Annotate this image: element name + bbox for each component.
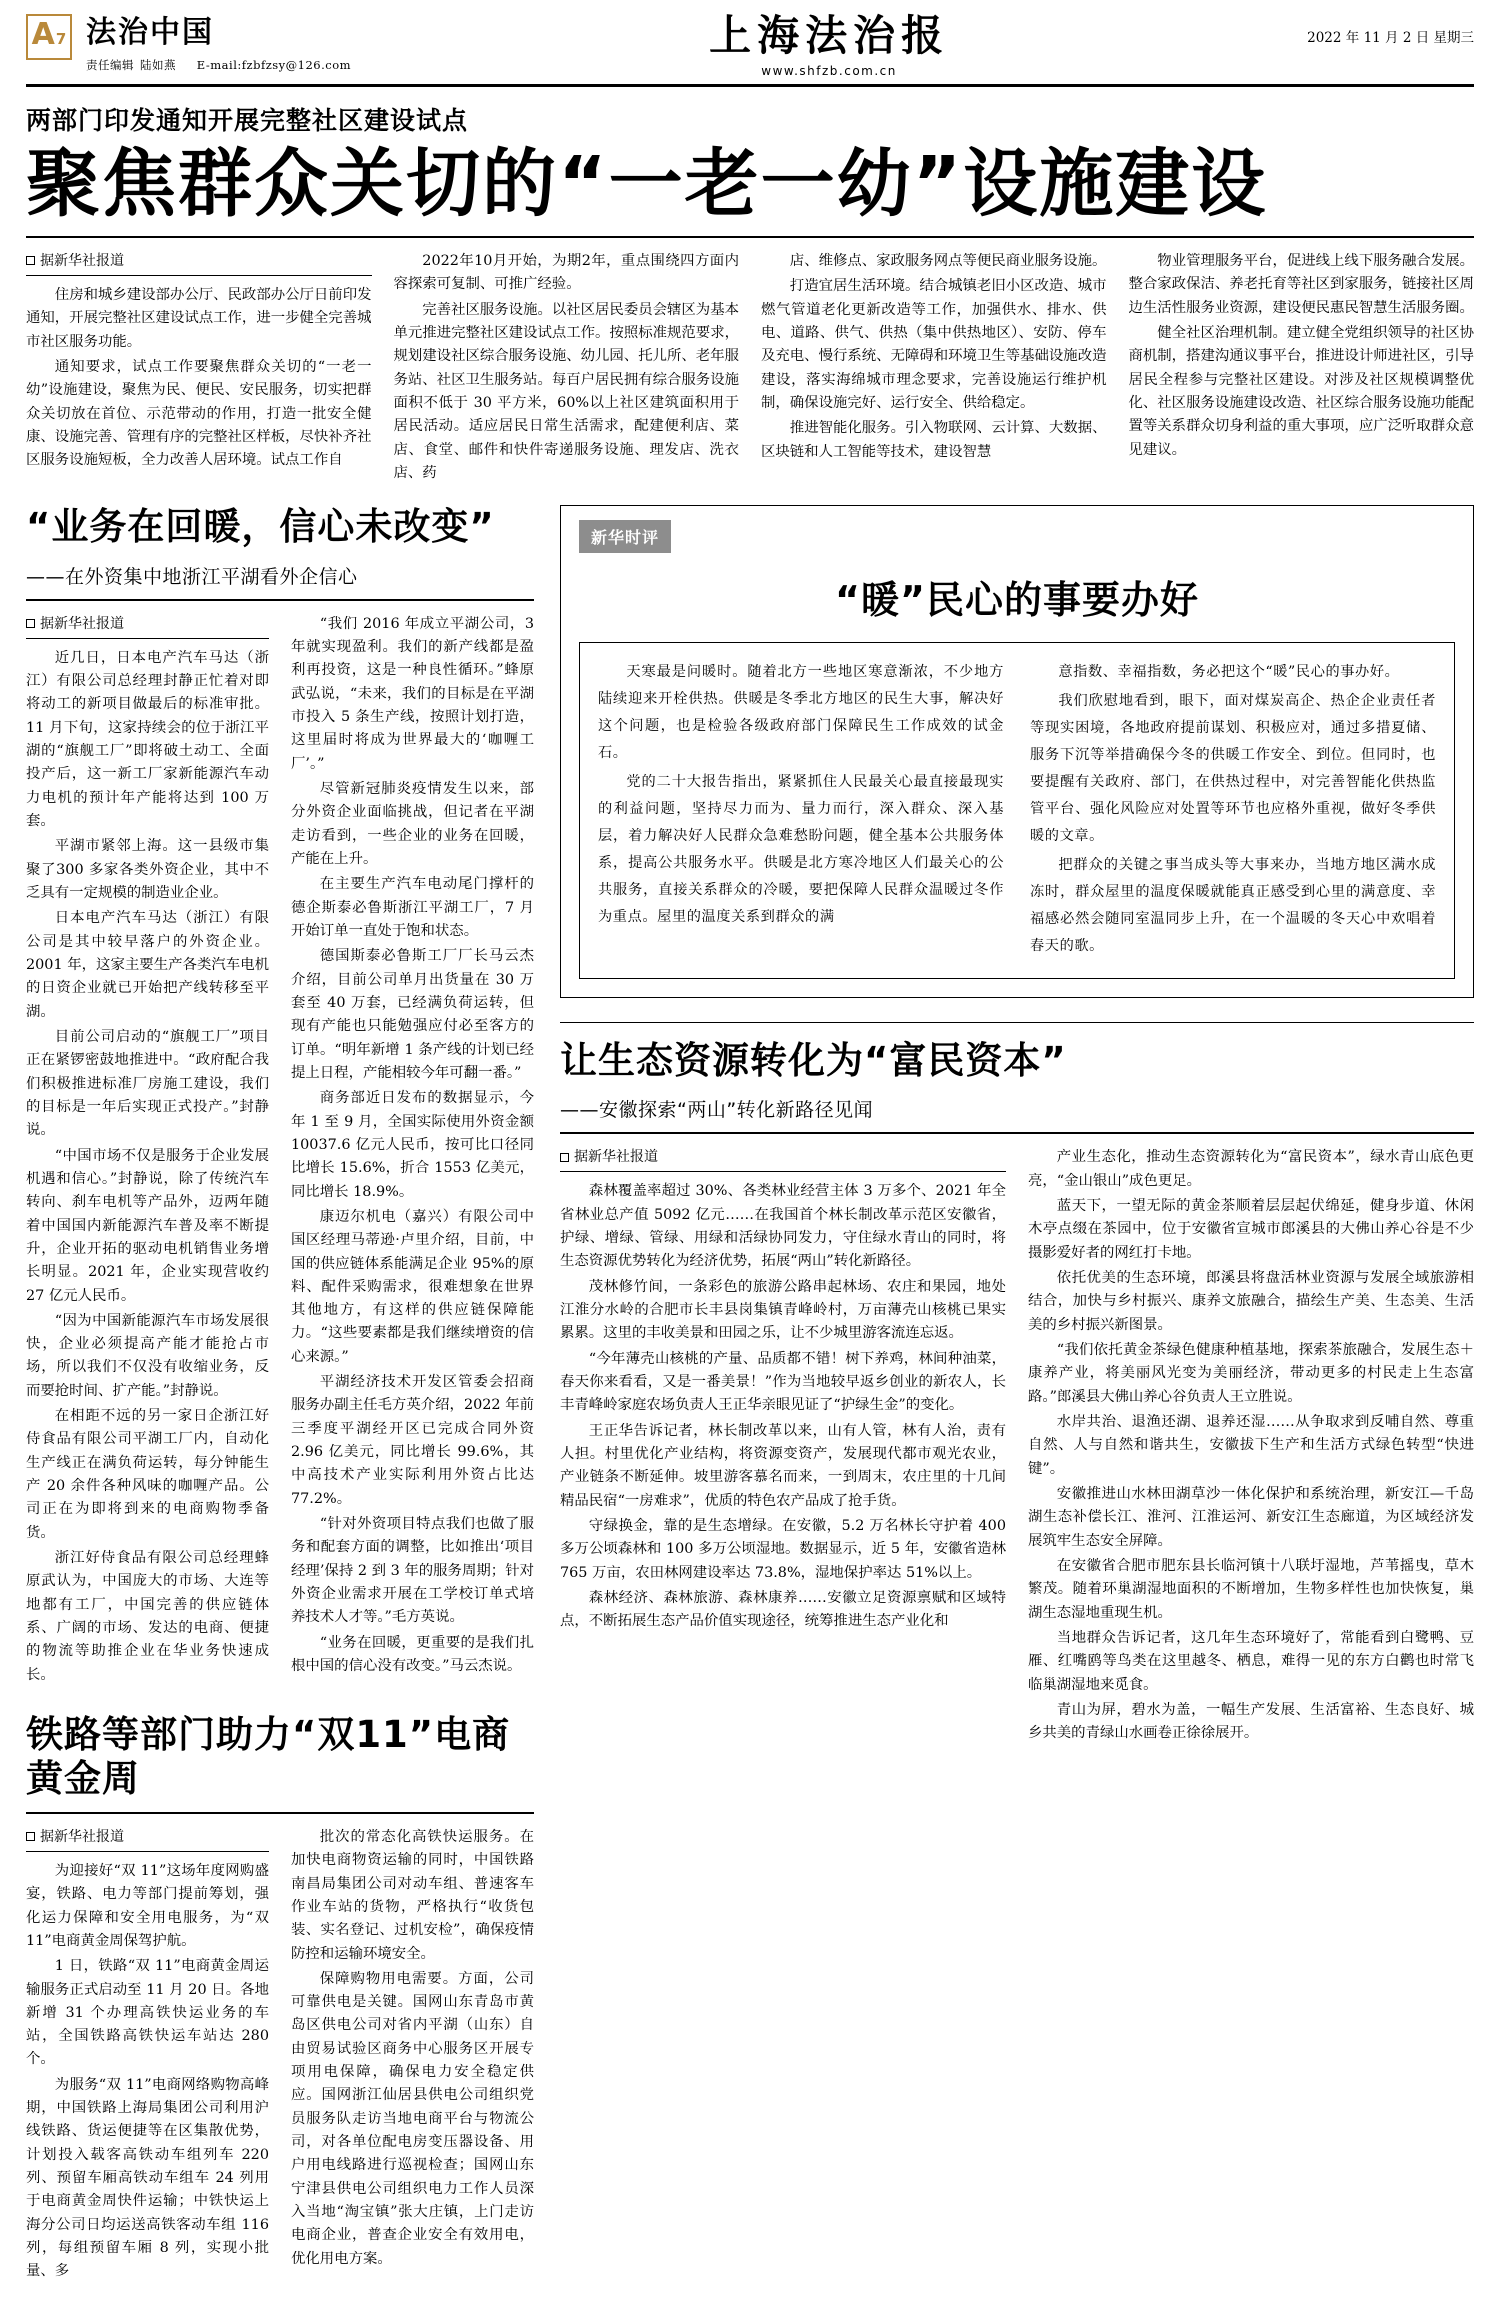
paragraph: 为迎接好“双 11”这场年度网购盛宴，铁路、电力等部门提前筹划，强化运力保障和安全用电服务，为“双 11”电商黄金周保驾护航。 (26, 1862, 269, 1949)
commentary-tag: 新华时评 (579, 520, 671, 553)
lead-column-3 (761, 250, 1107, 487)
story-anhui-title: 让生态资源转化为“富民资本” (560, 1039, 1067, 1083)
paragraph: 平湖市紧邻上海。这一县级市集聚了300 多家各类外资企业，其中不乏具有一定规模的制造业企业。 (26, 838, 269, 901)
story-rail-columns (26, 1826, 534, 2286)
paper-identity (351, 11, 1307, 79)
lead-columns (26, 250, 1474, 487)
paragraph: 产业生态化，推动生态资源转化为“富民资本”，绿水青山底色更亮，“金山银山”成色更足。 (1028, 1149, 1474, 1189)
story-zhejiang-column-1 (26, 613, 269, 1689)
lead-column-4 (1129, 250, 1475, 487)
paragraph: 守绿换金，靠的是生态增绿。在安徽，5.2 万名林长守护着 400 多万公顷森林和 100 多万公顷湿地。数据显示，近 5 年，安徽省造林 765 万亩，农田林网建设率达 73.8%，湿地保护率达 51%以上。 (560, 1518, 1006, 1581)
section-title: 法治中国 (86, 15, 214, 50)
paragraph: 德国斯泰必鲁斯工厂厂长马云杰介绍，目前公司单月出货量在 30 万套至 40 万套，已经满负荷运转，但现有产能也只能勉强应付必至客方的订单。“明年新增 1 条产线的计划已经提上日程，产能相较今年可翻一番。” (291, 948, 534, 1081)
editor-name: 陆如燕 (140, 58, 176, 72)
paragraph: 健全社区治理机制。建立健全党组织领导的社区协商机制，搭建沟通议事平台，推进设计师进社区，引导居民全程参与完整社区建设。对涉及社区规模调整优化、社区服务设施建设改造、社区综合服务设施功能配置等关系群众切身利益的重大事项，应广泛听取群众意见建议。 (1128, 324, 1474, 458)
paragraph: 为服务“双 11”电商网络购物高峰期，中国铁路上海局集团公司利用沪线铁路、货运便捷等在区集散优势，计划投入载客高铁动车组列车 220 列、预留车厢高铁动车组车 24 列用于电商黄金周快件运输；中铁快运上海分公司日均运送高铁客动车组 116 列，每组预留车厢 8 列，实现小批量、多 (26, 2076, 269, 2280)
page-number-badge (26, 14, 72, 60)
paragraph: 森林经济、森林旅游、森林康养……安徽立足资源禀赋和区域特点，不断拓展生态产品价值实现途径，统筹推进生态产业化和 (560, 1590, 1006, 1630)
editor-credits (86, 57, 351, 73)
story-rail-column-2 (291, 1826, 534, 2286)
paragraph: 把群众的关键之事当成头等大事来办，当地方地区满水成冻时，群众屋里的温度保暖就能真正感受到心里的满意度、幸福感必然会随同室温同步上升，在一个温暖的冬天心中欢唱着春天的歌。 (1030, 857, 1436, 955)
story-anhui-column-1 (560, 1146, 1006, 1747)
story-anhui-columns (560, 1146, 1474, 1747)
paragraph: “中国市场不仅是服务于企业发展机遇和信心。”封静说，除了传统汽车转向、刹车电机等产品外，迈两年随着中国国内新能源汽车普及率不断提升，企业开拓的驱动电机销售业务增长明显。2021 年，企业实现营收约 27 亿元人民币。 (26, 1147, 269, 1304)
story-zhejiang-columns (26, 613, 534, 1689)
story-rail-column-1 (26, 1826, 269, 2286)
paragraph: 住房和城乡建设部办公厅、民政部办公厅日前印发通知，开展完整社区建设试点工作，进一步健全完善城市社区服务功能。 (26, 286, 372, 350)
paragraph: “今年薄壳山核桃的产量、品质都不错！树下养鸡，林间种油菜，春天你来看看，又是一番美景！”作为当地较早返乡创业的新农人，长丰青峰岭家庭农场负责人王正华亲眼见证了“护绿生金”的变化。 (560, 1350, 1006, 1414)
story-rail-title: 铁路等部门助力“双11”电商黄金周 (26, 1713, 511, 1801)
editor-email: E-mail:fzbfzsy@126.com (196, 58, 352, 72)
story-zhejiang (26, 505, 534, 1689)
paragraph: 尽管新冠肺炎疫情发生以来，部分外资企业面临挑战，但记者在平湖走访看到，一些企业的业务在回暖，产能在上升。 (291, 780, 534, 867)
story-anhui-subtitle: ——安徽探索“两山”转化新路径见闻 (560, 1099, 874, 1122)
byline-square-icon (560, 1153, 569, 1162)
byline-text: 据新华社报道 (40, 1828, 124, 1845)
paragraph: 安徽推进山水林田湖草沙一体化保护和系统治理，新安江—千岛湖生态补偿长江、淮河、江淮运河、新安江生态廊道，为区域经济发展筑牢生态安全屏障。 (1028, 1486, 1474, 1549)
paragraph: 批次的常态化高铁快运服务。在加快电商物资运输的同时，中国铁路南昌局集团公司对动车组、普速客车作业车站的货物，严格执行“收货包装、实名登记、过机安检”，确保疫情防控和运输环境安全。 (291, 1828, 534, 1962)
paragraph: 日本电产汽车马达（浙江）有限公司是其中较早落户的外资企业。2001 年，这家主要生产各类汽车电机的日资企业就已开始把产线转移至平湖。 (26, 910, 269, 1020)
byline-text: 据新华社报道 (40, 615, 124, 632)
story-zhejiang-divider (26, 599, 534, 601)
byline (26, 613, 269, 639)
paragraph: 在相距不远的另一家日企浙江好侍食品有限公司平湖工厂内，自动化生产线正在满负荷运转，每分钟能生产 20 余件各种风味的咖喱产品。公司正在为即将到来的电商购物季备货。 (26, 1408, 269, 1541)
paragraph: 康迈尔机电（嘉兴）有限公司中国区经理马蒂逊·卢里介绍，目前，中国的供应链体系能满足企业 95%的原料、配件采购需求，很难想象在世界其他地方，有这样的供应链保障能力。“这些要素都是我们继续增资的信心来源。” (291, 1208, 534, 1365)
commentary-column-1 (598, 659, 1004, 962)
lead-divider (26, 236, 1474, 238)
byline-square-icon (26, 256, 35, 265)
story-zhejiang-column-2 (291, 613, 534, 1689)
paragraph: 推进智能化服务。引入物联网、云计算、大数据、区块链和人工智能等技术，建设智慧 (761, 420, 1107, 460)
story-rail-divider (26, 1812, 534, 1814)
lower-section (26, 505, 1474, 2286)
paragraph: 店、维修点、家政服务网点等便民商业服务设施。 (789, 252, 1107, 269)
paragraph: 在安徽省合肥市肥东县长临河镇十八联圩湿地，芦苇摇曳，草木繁茂。随着环巢湖湿地面积的不断增加，生物多样性也加快恢复，巢湖生态湿地重现生机。 (1028, 1558, 1474, 1621)
paragraph: 浙江好侍食品有限公司总经理蜂原武认为，中国庞大的市场、大连等地都有工厂，中国完善的供应链体系、广阔的市场、发达的电商、便捷的物流等助推企业在华业务快速成长。 (26, 1550, 269, 1683)
story-anhui-column-2 (1028, 1146, 1474, 1747)
paragraph: 打造宜居生活环境。结合城镇老旧小区改造、城市燃气管道老化更新改造等工作，加强供水、排水、供电、道路、供气、供热（集中供热地区）、安防、停车及充电、慢行系统、无障碍和环境卫生等基础设施改造建设，落实海绵城市理念要求，完善设施运行维护机制，确保设施完好、运行安全、供给稳定。 (761, 278, 1107, 411)
paragraph: 水岸共治、退渔还湖、退养还湿……从争取求到反哺自然、尊重自然、人与自然和谐共生，安徽拔下生产和生活方式绿色转型“快进键”。 (1028, 1414, 1474, 1477)
spacer (560, 998, 1474, 1022)
paragraph: 蓝天下，一望无际的黄金茶顺着层层起伏绵延，健身步道、休闲木亭点缀在茶园中，位于安徽省宣城市郎溪县的大佛山养心谷是不少摄影爱好者的网红打卡地。 (1028, 1198, 1474, 1261)
paragraph: “我们依托黄金茶绿色健康种植基地，探索茶旅融合，发展生态＋康养产业，将美丽风光变为美丽经济，带动更多的村民走上生态富路。”郎溪县大佛山养心谷负责人王立胜说。 (1028, 1342, 1474, 1405)
story-anhui-divider (560, 1132, 1474, 1134)
paragraph: 王正华告诉记者，林长制改革以来，山有人管，林有人治，责有人担。村里优化产业结构，将资源变资产，发展现代都市观光农业，产业链条不断延伸。坡里游客慕名而来，一到周末，农庄里的十几间精品民宿“一房难求”，优质的特色农产品成了抢手货。 (560, 1422, 1006, 1509)
paragraph: 党的二十大报告指出，紧紧抓住人民最关心最直接最现实的利益问题，坚持尽力而为、量力而行，深入群众、深入基层，着力解决好人民群众急难愁盼问题，健全基本公共服务体系，提高公共服务水平。供暖是北方寒冷地区人们最关心的公共服务，直接关系群众的冷暖，要把保障人民群众温暖过冬作为重点。屋里的温度关系到群众的满 (598, 774, 1004, 926)
paragraph: 保障购物用电需要。方面，公司可靠供电是关键。国网山东青岛市黄岛区供电公司对省内平湖（山东）自由贸易试验区商务中心服务区开展专项用电保障，确保电力安全稳定供应。国网浙江仙居县供电公司组织党员服务队走访当地电商平台与物流公司，对各单位配电房变压器设备、用户用电线路进行巡视检查；国网山东宁津县供电公司组织电力工作人员深入当地“淘宝镇”张大庄镇，上门走访电商企业，普查企业安全有效用电，优化用电方案。 (291, 1970, 534, 2267)
story-anhui (560, 1039, 1474, 1748)
lead-story (26, 101, 1474, 487)
section-block (86, 14, 351, 73)
left-column-block (26, 505, 534, 2286)
story-zhejiang-title: “业务在回暖，信心未改变” (26, 505, 495, 549)
commentary-inner-frame (579, 642, 1455, 979)
paragraph: 我们欣慰地看到，眼下，面对煤炭高企、热企企业责任者等现实困境，各地政府提前谋划、积极应对，通过多措夏储、服务下沉等举措确保今冬的供暖工作安全、到位。但同时，也要提醒有关政府、部门，在供热过程中，对完善智能化供热监管平台、强化风险应对处置等环节也应格外重视，做好冬季供暖的文章。 (1030, 693, 1436, 845)
paragraph: 青山为屏，碧水为盖，一幅生产发展、生活富裕、生态良好、城乡共美的青绿山水画卷正徐徐展开。 (1028, 1702, 1474, 1742)
paragraph: 在主要生产汽车电动尾门撑杆的德企斯泰必鲁斯浙江平湖工厂，7 月开始订单一直处于饱和状态。 (291, 876, 534, 939)
issue-date: 2022 年 11 月 2 日 星期三 (1307, 30, 1474, 46)
page-badge-number: 7 (55, 30, 67, 48)
paragraph: “针对外资项目特点我们也做了服务和配套方面的调整，比如推出‘项目经理’保持 2 到 3 年的服务周期；针对外资企业需求开展在工学校订单式培养技术人才等。”毛方英说。 (291, 1516, 534, 1626)
paragraph: “我们 2016 年成立平湖公司，3 年就实现盈利。我们的新产线都是盈利再投资，这是一种良性循环。”蜂原武弘说，“未来，我们的目标是在平湖市投入 5 条生产线，按照计划打造，这里届时将成为世界最大的‘咖喱工厂’。” (291, 615, 534, 772)
spacer (26, 1689, 534, 1713)
byline (26, 250, 372, 276)
paragraph: “因为中国新能源汽车市场发展很快，企业必须提高产能才能抢占市场，所以我们不仅没有收缩业务，反而要抢时间、扩产能。”封静说。 (26, 1312, 269, 1399)
byline (26, 1826, 269, 1852)
masthead (26, 11, 1474, 87)
paragraph: 通知要求，试点工作要聚焦群众关切的“一老一幼”设施建设，聚焦为民、便民、安民服务，切实把群众关切放在首位、示范带动的作用，打造一批安全健康、设施完善、管理有序的完整社区样板，尽快补齐社区服务设施短板，全力改善人居环境。试点工作自 (26, 358, 372, 469)
right-column-block (560, 505, 1474, 2286)
commentary-title: “暖”民心的事要办好 (835, 578, 1199, 623)
commentary-column-2 (1030, 659, 1436, 962)
byline-text: 据新华社报道 (574, 1149, 658, 1166)
byline (560, 1146, 1006, 1172)
byline-square-icon (26, 1832, 35, 1841)
paragraph: 依托优美的生态环境，郎溪县将盘活林业资源与发展全域旅游相结合，加快与乡村振兴、康养文旅融合，描绘生产美、生态美、生活美的乡村振兴新图景。 (1028, 1270, 1474, 1333)
paragraph: 商务部近日发布的数据显示，今年 1 至 9 月，全国实际使用外资金额 10037.6 亿元人民币，按可比口径同比增长 15.6%，折合 1553 亿美元，同比增长 18.9%。 (291, 1090, 534, 1200)
lead-column-1 (26, 250, 372, 487)
paragraph: 2022年10月开始，为期2年，重点围绕四方面内容探索可复制、可推广经验。 (393, 252, 739, 293)
paragraph: 1 日，铁路“双 11”电商黄金周运输服务正式启动至 11 月 20 日。各地新增 31 个办理高铁快运业务的车站，全国铁路高铁快运车站达 280 个。 (26, 1958, 269, 2068)
paragraph: 目前公司启动的“旗舰工厂”项目正在紧锣密鼓地推进中。“政府配合我们积极推进标准厂房施工建设，我们的目标是一年后实现正式投产。”封静说。 (26, 1028, 269, 1139)
paper-website: www.shfzb.com.cn (761, 64, 897, 79)
paragraph: 平湖经济技术开发区管委会招商服务办副主任毛方英介绍，2022 年前三季度平湖经开区已完成合同外资 2.96 亿美元，同比增长 99.6%，其中高技术产业实际利用外资占比达 77.2%。 (291, 1374, 534, 1507)
lead-headline: 聚焦群众关切的“一老一幼”设施建设 (26, 141, 1268, 228)
page-badge-letter: A (31, 17, 55, 52)
spacer (560, 1023, 1474, 1039)
editor-label: 责任编辑 (86, 58, 134, 72)
story-rail (26, 1713, 534, 2286)
paragraph: 天寒最是问暖时。随着北方一些地区寒意渐浓，不少地方陆续迎来开栓供热。供暖是冬季北方地区的民生大事，解决好这个问题，也是检验各级政府部门保障民生工作成效的试金石。 (598, 664, 1004, 762)
paragraph: 意指数、幸福指数，务必把这个“暖”民心的事办好。 (1058, 664, 1400, 681)
paragraph: 当地群众告诉记者，这几年生态环境好了，常能看到白鹭鸭、豆雁、红嘴鸥等鸟类在这里越冬、栖息，难得一见的东方白鹳也时常飞临巢湖湿地来觅食。 (1028, 1630, 1474, 1693)
commentary-box (560, 505, 1474, 998)
paragraph: 森林覆盖率超过 30%、各类林业经营主体 3 万多个、2021 年全省林业总产值 5092 亿元……在我国首个林长制改革示范区安徽省，护绿、增绿、管绿、用绿和活绿协同发力，守住绿水青山的同时，将生态资源优势转化为经济优势，拓展“两山”转化新路径。 (560, 1183, 1006, 1270)
paragraph: 完善社区服务设施。以社区居民委员会辖区为基本单元推进完整社区建设试点工作。按照标准规范要求，规划建设社区综合服务设施、幼儿园、托儿所、老年服务站、社区卫生服务站。每百户居民拥有综合服务设施面积不低于 30 平方米，60%以上社区建筑面积用于居民活动。适应居民日常生活需求，配建便利店、菜店、食堂、邮件和快件寄递服务设施、理发店、洗衣店、药 (393, 301, 739, 481)
byline-text: 据新华社报道 (40, 252, 124, 269)
lead-kicker: 两部门印发通知开展完整社区建设试点 (26, 106, 469, 136)
paragraph: 近几日，日本电产汽车马达（浙江）有限公司总经理封静正忙着对即将动工的新项目做最后的标准审批。11 月下旬，这家持续会的位于浙江平湖的“旗舰工厂”即将破土动工、全面投产后，这一新工厂家新能源汽车动力电机的预计年产能将达到 100 万套。 (26, 649, 269, 829)
paragraph: 物业管理服务平台，促进线上线下服务融合发展。整合家政保洁、养老托育等社区到家服务，链接社区周边生活性服务业资源，建设便民惠民智慧生活服务圈。 (1128, 252, 1474, 316)
byline-square-icon (26, 619, 35, 628)
paper-name: 上海法治报 (709, 11, 950, 60)
lead-column-2 (394, 250, 740, 487)
paragraph: 茂林修竹间，一条彩色的旅游公路串起林场、农庄和果园，地处江淮分水岭的合肥市长丰县岗集镇青峰岭村，万亩薄壳山核桃已果实累累。这里的丰收美景和田园之乐，让不少城里游客流连忘返。 (560, 1278, 1006, 1342)
paragraph: “业务在回暖，更重要的是我们扎根中国的信心没有改变。”马云杰说。 (291, 1634, 534, 1675)
story-zhejiang-subtitle: ——在外资集中地浙江平湖看外企信心 (26, 565, 358, 588)
